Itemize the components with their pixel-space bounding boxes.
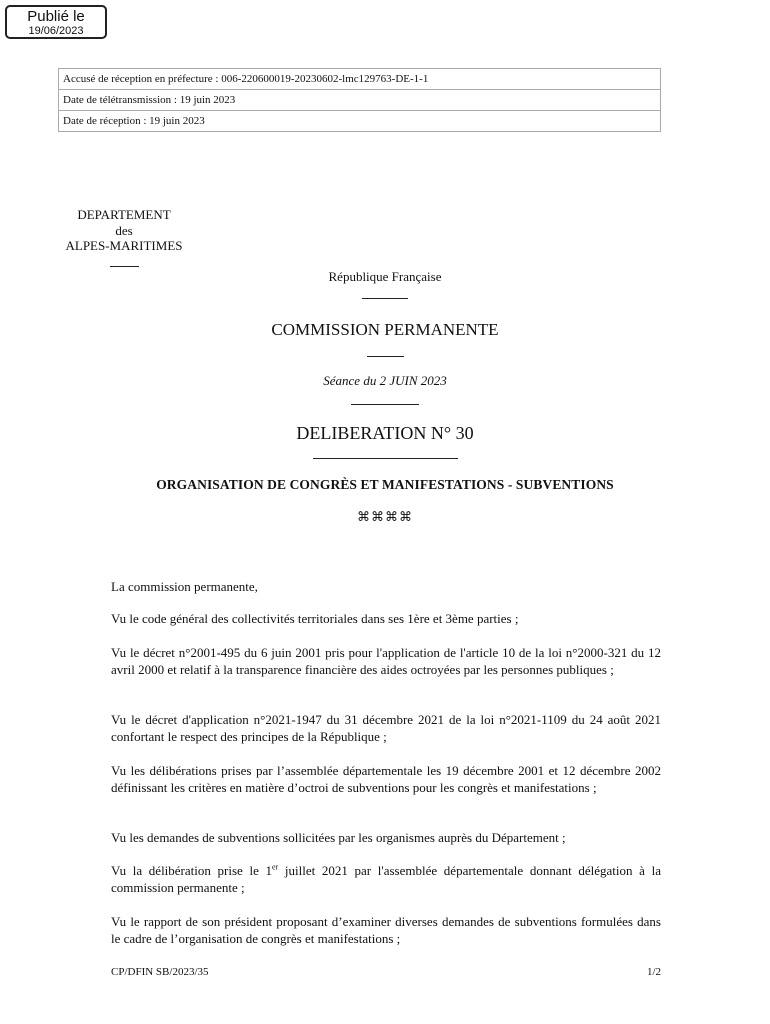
divider (313, 458, 458, 459)
commission-title: COMMISSION PERMANENTE (271, 320, 499, 339)
paragraph: Vu les demandes de subventions sollicitées par les organismes auprès du Département ; (111, 830, 566, 845)
paragraph: Vu le code général des collectivités territoriales dans ses 1ère et 3ème parties ; (111, 611, 519, 626)
department-divider (110, 266, 139, 267)
deliberation-subject: ORGANISATION DE CONGRÈS ET MANIFESTATIONS - SUBVENTIONS (156, 477, 614, 492)
publication-stamp (5, 5, 107, 39)
reception-table (58, 68, 661, 132)
paragraph: Vu le rapport de son président proposant d’examiner diverses demandes de subventions formulées dans le cadre de l’organisation de congrès et manifestations ; (111, 914, 661, 946)
paragraph: Vu le décret d'application n°2021-1947 du 31 décembre 2021 de la loi n°2021-1109 du 24 août 2021 confortant le respect des principes de la République ; (111, 712, 661, 744)
acknowledgement-cell: Accusé de réception en préfecture : 006-220600019-20230602-lmc129763-DE-1-1 (59, 69, 661, 90)
table-row (59, 90, 661, 111)
stamp-date: 19/06/2023 (28, 25, 84, 37)
department-line: ALPES-MARITIMES (65, 238, 183, 253)
republic-heading: République Française (328, 269, 442, 284)
ordinal-suffix: er (272, 862, 279, 872)
department-line: DEPARTEMENT (77, 207, 171, 222)
paragraph-text: juillet 2021 par l'assemblée départementale donnant délégation à la commission permanente ; (111, 863, 661, 895)
page-number: 1/2 (646, 966, 661, 978)
paragraph (111, 862, 661, 896)
divider (351, 404, 419, 405)
table-row (59, 69, 661, 90)
stamp-title: Publié le (27, 8, 85, 25)
footer-reference: CP/DFIN SB/2023/35 (111, 966, 209, 978)
deliberation-number: DELIBERATION N° 30 (296, 423, 474, 443)
table-row (59, 111, 661, 132)
transmission-date-cell: Date de télétransmission : 19 juin 2023 (59, 90, 661, 111)
department-line: des (115, 222, 133, 238)
divider (367, 356, 404, 357)
session-date: Séance du 2 JUIN 2023 (323, 373, 447, 388)
paragraph-text: Vu la délibération prise le 1 (111, 863, 272, 878)
ornament: ⌘⌘⌘⌘ (357, 510, 413, 525)
department-block (52, 207, 196, 254)
paragraph: Vu les délibérations prises par l’assemblée départementale les 19 décembre 2001 et 12 décembre 2002 définissant les critères en matière d’octroi de subventions pour les congrès et manifestations ; (111, 763, 661, 795)
paragraph: Vu le décret n°2001-495 du 6 juin 2001 pris pour l'application de l'article 10 de la loi n°2000-321 du 12 avril 2000 et relatif à la transparence financière des aides octroyées par les personnes publiques ; (111, 645, 661, 677)
reception-date-cell: Date de réception : 19 juin 2023 (59, 111, 661, 132)
paragraph: La commission permanente, (111, 579, 258, 594)
divider (362, 298, 408, 299)
